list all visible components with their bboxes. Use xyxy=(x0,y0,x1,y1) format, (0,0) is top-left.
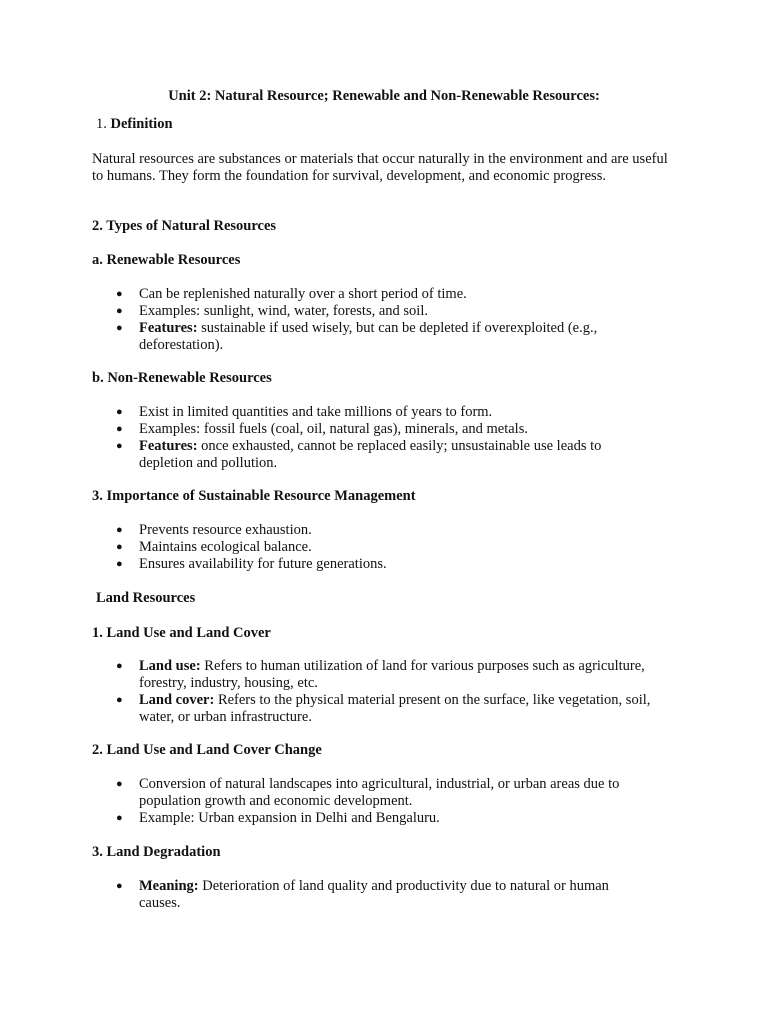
bullet-icon: ● xyxy=(116,288,123,300)
list-item-text: Ensures availability for future generations. xyxy=(139,556,387,572)
degradation-list xyxy=(92,878,652,912)
renewable-list xyxy=(92,286,652,354)
list-item xyxy=(92,556,652,573)
bullet-icon: ● xyxy=(116,812,123,824)
list-item xyxy=(92,522,652,539)
bullet-icon: ● xyxy=(116,660,123,672)
definition-heading xyxy=(96,116,173,133)
list-item-text: Maintains ecological balance. xyxy=(139,539,312,555)
landuse-heading: 1. Land Use and Land Cover xyxy=(92,625,271,641)
list-item-text: Conversion of natural landscapes into agricultural, industrial, or urban areas due to population growth and economic development. xyxy=(139,776,620,809)
list-item-text: Example: Urban expansion in Delhi and Bengaluru. xyxy=(139,810,440,826)
list-item xyxy=(92,878,652,912)
list-item xyxy=(92,320,652,354)
list-item-text: Refers to human utilization of land for various purposes such as agriculture, forestry, industry, housing, etc. xyxy=(139,658,645,691)
bullet-icon: ● xyxy=(116,305,123,317)
list-item xyxy=(92,692,652,726)
importance-heading: 3. Importance of Sustainable Resource Management xyxy=(92,488,416,504)
list-item-text: Can be replenished naturally over a short period of time. xyxy=(139,286,467,302)
bullet-icon: ● xyxy=(116,694,123,706)
land-resources-heading: Land Resources xyxy=(96,590,196,606)
list-item xyxy=(92,539,652,556)
bullet-icon: ● xyxy=(116,322,123,334)
bullet-icon: ● xyxy=(116,558,123,570)
importance-list xyxy=(92,522,652,573)
definition-label: Definition xyxy=(110,116,173,132)
list-item-text: Prevents resource exhaustion. xyxy=(139,522,312,538)
list-item xyxy=(92,810,652,827)
renewable-heading: a. Renewable Resources xyxy=(92,252,241,268)
bullet-icon: ● xyxy=(116,524,123,536)
list-item xyxy=(92,658,652,692)
definition-paragraph: Natural resources are substances or materials that occur naturally in the environment and are useful to humans. They form the foundation for survival, development, and economic progress. xyxy=(92,151,668,184)
list-item xyxy=(92,404,652,421)
list-item-term: Meaning: xyxy=(139,878,199,894)
nonrenewable-list xyxy=(92,404,652,472)
landchange-list xyxy=(92,776,652,827)
bullet-icon: ● xyxy=(116,880,123,892)
nonrenewable-heading: b. Non-Renewable Resources xyxy=(92,370,272,386)
list-item-term: Land use: xyxy=(139,658,201,674)
bullet-icon: ● xyxy=(116,541,123,553)
list-item-text: Examples: sunlight, wind, water, forests, and soil. xyxy=(139,303,428,319)
bullet-icon: ● xyxy=(116,406,123,418)
bullet-icon: ● xyxy=(116,423,123,435)
landuse-list xyxy=(92,658,652,726)
list-item xyxy=(92,421,652,438)
landchange-heading: 2. Land Use and Land Cover Change xyxy=(92,742,322,758)
list-item xyxy=(92,438,652,472)
list-item xyxy=(92,286,652,303)
list-item-text: Deterioration of land quality and productivity due to natural or human causes. xyxy=(139,878,609,911)
page-title: Unit 2: Natural Resource; Renewable and Non-Renewable Resources: xyxy=(168,88,600,104)
list-item-text: sustainable if used wisely, but can be depleted if overexploited (e.g., deforestation). xyxy=(139,320,598,353)
types-heading: 2. Types of Natural Resources xyxy=(92,218,277,234)
list-item-text: Examples: fossil fuels (coal, oil, natural gas), minerals, and metals. xyxy=(139,421,528,437)
definition-number: 1. xyxy=(96,116,107,132)
list-item xyxy=(92,776,652,810)
list-item xyxy=(92,303,652,320)
bullet-icon: ● xyxy=(116,440,123,452)
list-item-term: Features: xyxy=(139,438,198,454)
degradation-heading: 3. Land Degradation xyxy=(92,844,221,860)
list-item-text: Exist in limited quantities and take millions of years to form. xyxy=(139,404,493,420)
bullet-icon: ● xyxy=(116,778,123,790)
list-item-term: Land cover: xyxy=(139,692,215,708)
list-item-text: once exhausted, cannot be replaced easily; unsustainable use leads to depletion and pollution. xyxy=(139,438,602,471)
list-item-term: Features: xyxy=(139,320,198,336)
list-item-text: Refers to the physical material present on the surface, like vegetation, soil, water, or urban infrastructure. xyxy=(139,692,651,725)
